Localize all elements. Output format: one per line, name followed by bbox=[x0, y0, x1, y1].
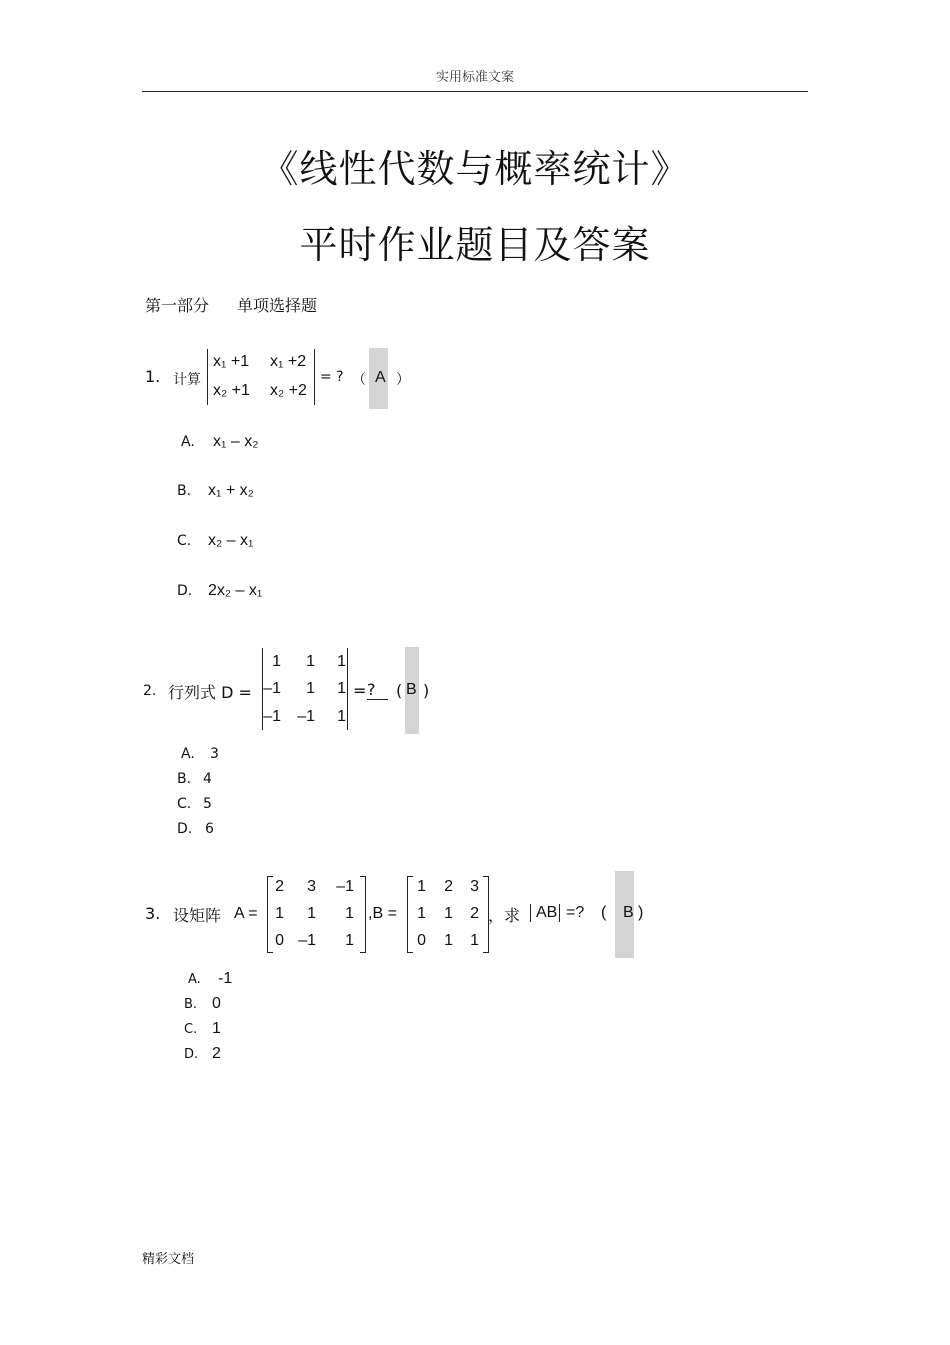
q1-option-a-label: A. bbox=[181, 434, 195, 450]
q3-ab-determinant: AB bbox=[530, 904, 560, 922]
q2-cell-22: 1 bbox=[306, 680, 315, 697]
q2-cell-32: –1 bbox=[297, 708, 315, 725]
q3-paren-open: ( bbox=[601, 904, 607, 921]
q3-a-21: 1 bbox=[275, 905, 284, 922]
q3-prompt: 设矩阵 bbox=[173, 906, 222, 925]
q1-cell-11: x₁ +1 bbox=[213, 353, 250, 370]
title-line-1: 《线性代数与概率统计》 bbox=[260, 147, 690, 191]
q3-a-12: 3 bbox=[307, 878, 316, 895]
q1-paren-open: （ bbox=[352, 372, 366, 388]
q3-matrix-b bbox=[407, 876, 489, 953]
q1-option-b-value: x₁ + x₂ bbox=[208, 482, 254, 499]
q3-option-b-label: B. bbox=[184, 997, 198, 1012]
q1-option-c-value: x₂ – x₁ bbox=[208, 532, 254, 549]
q1-paren-close: ） bbox=[396, 372, 410, 388]
q3-b-23: 2 bbox=[470, 905, 479, 922]
q3-b-13: 3 bbox=[470, 878, 479, 895]
q3-option-c-value: 1 bbox=[212, 1020, 221, 1037]
q3-a-23: 1 bbox=[345, 905, 354, 922]
q2-option-a-value: 3 bbox=[210, 746, 219, 762]
q2-option-c-label: C. bbox=[177, 796, 192, 812]
q3-b-33: 1 bbox=[470, 932, 479, 949]
q1-equals: = ? bbox=[320, 369, 344, 385]
q2-determinant bbox=[262, 648, 348, 730]
q2-option-d-value: 6 bbox=[205, 821, 214, 837]
q1-option-c-label: C. bbox=[177, 533, 192, 549]
q3-b-12: 2 bbox=[444, 878, 453, 895]
q2-cell-21: –1 bbox=[263, 680, 281, 697]
q3-a-33: 1 bbox=[345, 932, 354, 949]
q3-matrix-a-label: A = bbox=[234, 905, 258, 922]
q3-answer: B bbox=[623, 904, 634, 921]
section-heading bbox=[145, 293, 317, 316]
q3-option-c-label: C. bbox=[184, 1022, 198, 1037]
q2-cell-12: 1 bbox=[306, 653, 315, 670]
q1-option-b-label: B. bbox=[177, 483, 192, 499]
q3-a-13: –1 bbox=[336, 878, 354, 895]
q3-a-11: 2 bbox=[275, 878, 284, 895]
q1-option-d-value: 2x₂ – x₁ bbox=[208, 582, 263, 599]
q3-a-31: 0 bbox=[275, 932, 284, 949]
q1-option-d-label: D. bbox=[177, 583, 193, 599]
page-header: 实用标准文案 bbox=[435, 70, 514, 85]
q2-option-a-label: A. bbox=[181, 746, 195, 762]
q2-number: 2. bbox=[143, 683, 157, 699]
q3-matrix-b-label: ,B = bbox=[368, 905, 397, 922]
q2-option-d-label: D. bbox=[177, 821, 193, 837]
q3-a-32: –1 bbox=[298, 932, 316, 949]
q2-answer: B bbox=[406, 681, 417, 698]
q3-b-11: 1 bbox=[417, 878, 426, 895]
q1-prompt: 计算 bbox=[173, 372, 201, 388]
q3-equals: =? bbox=[566, 904, 585, 921]
q3-b-22: 1 bbox=[444, 905, 453, 922]
q2-cell-33: 1 bbox=[337, 708, 346, 725]
q1-option-a-value: x₁ – x₂ bbox=[213, 433, 259, 450]
q3-b-31: 0 bbox=[417, 932, 426, 949]
q3-a-22: 1 bbox=[307, 905, 316, 922]
page-footer: 精彩文档 bbox=[142, 1252, 195, 1267]
q2-option-b-label: B. bbox=[177, 771, 192, 787]
title-line-2: 平时作业题目及答案 bbox=[299, 223, 651, 267]
q1-cell-22: x₂ +2 bbox=[270, 382, 307, 399]
q1-number: 1. bbox=[145, 367, 161, 386]
q2-cell-23: 1 bbox=[337, 680, 346, 697]
q3-option-a-value: -1 bbox=[218, 970, 233, 987]
q2-option-b-value: 4 bbox=[203, 771, 212, 787]
q2-paren-close: ) bbox=[423, 681, 430, 700]
q3-matrix-a bbox=[267, 876, 366, 953]
q3-number: 3. bbox=[145, 904, 161, 923]
section-part: 第一部分 bbox=[145, 296, 210, 315]
q3-paren-close: ) bbox=[638, 904, 644, 921]
q2-equals: = bbox=[353, 681, 367, 700]
q2-cell-13: 1 bbox=[337, 653, 346, 670]
q2-option-c-value: 5 bbox=[203, 796, 212, 812]
q3-option-a-label: A. bbox=[188, 972, 201, 987]
q3-b-32: 1 bbox=[444, 932, 453, 949]
q2-cell-11: 1 bbox=[272, 653, 281, 670]
q2-cell-31: –1 bbox=[263, 708, 281, 725]
q1-cell-21: x₂ +1 bbox=[213, 382, 250, 399]
q3-ask: ，求 bbox=[488, 906, 521, 925]
q2-blank: ? bbox=[367, 680, 388, 700]
q1-determinant bbox=[207, 349, 315, 405]
header-rule bbox=[142, 91, 808, 92]
section-name: 单项选择题 bbox=[237, 296, 318, 315]
q1-answer: A bbox=[375, 369, 386, 386]
q2-paren-open: ( bbox=[396, 681, 403, 700]
q2-prompt: 行列式 D = bbox=[168, 683, 252, 702]
q1-cell-12: x₁ +2 bbox=[270, 353, 307, 370]
q3-option-d-label: D. bbox=[184, 1047, 199, 1062]
q3-b-21: 1 bbox=[417, 905, 426, 922]
q3-option-b-value: 0 bbox=[212, 995, 221, 1012]
q3-option-d-value: 2 bbox=[212, 1045, 221, 1062]
